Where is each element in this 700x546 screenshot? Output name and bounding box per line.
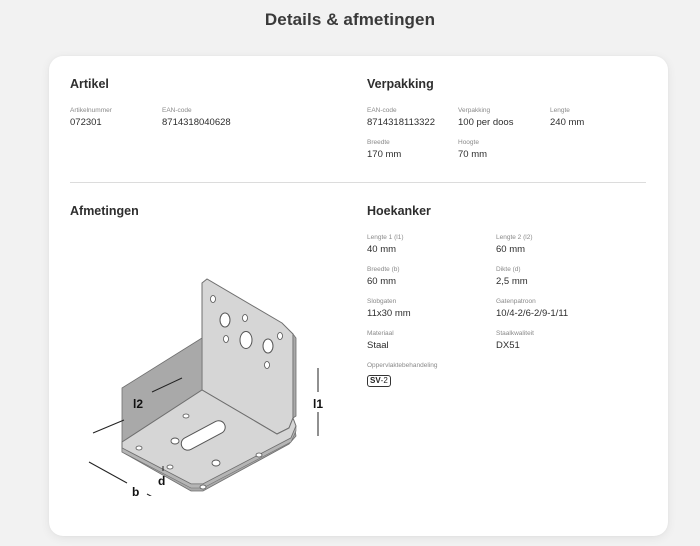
field-value: 2,5 mm bbox=[496, 276, 528, 287]
field-value: 11x30 mm bbox=[367, 308, 411, 319]
lengte1-field bbox=[367, 233, 404, 256]
field-value: Staal bbox=[367, 340, 389, 351]
materiaal-field bbox=[367, 329, 394, 352]
field-value: 8714318040628 bbox=[162, 117, 231, 128]
field-value: 100 per doos bbox=[458, 117, 514, 128]
section-divider bbox=[70, 182, 646, 183]
dim-label-d: d bbox=[158, 474, 166, 488]
field-label: Breedte bbox=[367, 139, 390, 146]
field-value: 170 mm bbox=[367, 149, 402, 160]
hoekanker-title: Hoekanker bbox=[367, 204, 431, 218]
artikel-ean-field bbox=[162, 106, 231, 129]
dim-label-b: b bbox=[132, 485, 140, 496]
field-label: Hoogte bbox=[458, 139, 479, 146]
gatenpatroon-field bbox=[496, 297, 568, 320]
field-value: 40 mm bbox=[367, 244, 397, 255]
surface-treatment-badge bbox=[367, 375, 391, 387]
lengte2-field bbox=[496, 233, 533, 256]
verpakking-breedte-field bbox=[367, 138, 401, 161]
badge-suffix: -2 bbox=[380, 376, 388, 385]
slobgaten-field bbox=[367, 297, 411, 320]
artikel-title: Artikel bbox=[70, 77, 109, 91]
verpakking-ean-field bbox=[367, 106, 435, 129]
field-label: Materiaal bbox=[367, 330, 394, 337]
field-label: Staalkwaliteit bbox=[496, 330, 534, 337]
dim-label-l2: l2 bbox=[133, 397, 144, 411]
field-label: Lengte 1 (l1) bbox=[367, 234, 404, 241]
field-label: Dikte (d) bbox=[496, 266, 521, 273]
dim-d-marker bbox=[154, 466, 174, 488]
field-label: Artikelnummer bbox=[70, 107, 112, 114]
details-card bbox=[49, 56, 668, 536]
field-label: Lengte 2 (l2) bbox=[496, 234, 533, 241]
dim-label-l1: l1 bbox=[313, 397, 324, 411]
field-value: 240 mm bbox=[550, 117, 585, 128]
field-value: 70 mm bbox=[458, 149, 488, 160]
field-value: DX51 bbox=[496, 340, 520, 351]
verpakking-lengte-field bbox=[550, 106, 584, 129]
badge-main: SV bbox=[370, 376, 381, 385]
oppervlaktebehandeling-field bbox=[367, 361, 437, 388]
verpakking-aantal-field bbox=[458, 106, 513, 129]
field-value: 60 mm bbox=[496, 244, 526, 255]
field-label: Oppervlaktebehandeling bbox=[367, 362, 438, 369]
field-value: 072301 bbox=[70, 117, 102, 128]
verpakking-hoogte-field bbox=[458, 138, 487, 161]
dikte-field bbox=[496, 265, 528, 288]
breedte-field bbox=[367, 265, 400, 288]
field-label: Slobgaten bbox=[367, 298, 397, 305]
artikel-nummer-field bbox=[70, 106, 112, 129]
field-value: 60 mm bbox=[367, 276, 397, 287]
field-label: Lengte bbox=[550, 107, 570, 114]
field-label: Verpakking bbox=[458, 107, 491, 114]
field-label: Breedte (b) bbox=[367, 266, 400, 273]
afmetingen-title: Afmetingen bbox=[70, 204, 139, 218]
field-label: EAN-code bbox=[367, 107, 397, 114]
angle-bracket-drawing bbox=[79, 266, 339, 496]
field-value: 8714318113322 bbox=[367, 117, 435, 128]
staalkwaliteit-field bbox=[496, 329, 534, 352]
field-label: Gatenpatroon bbox=[496, 298, 536, 305]
page-title: Details & afmetingen bbox=[264, 10, 436, 29]
field-value: 10/4-2/6-2/9-1/11 bbox=[496, 308, 569, 319]
field-label: EAN-code bbox=[162, 107, 192, 114]
verpakking-title: Verpakking bbox=[367, 77, 434, 91]
